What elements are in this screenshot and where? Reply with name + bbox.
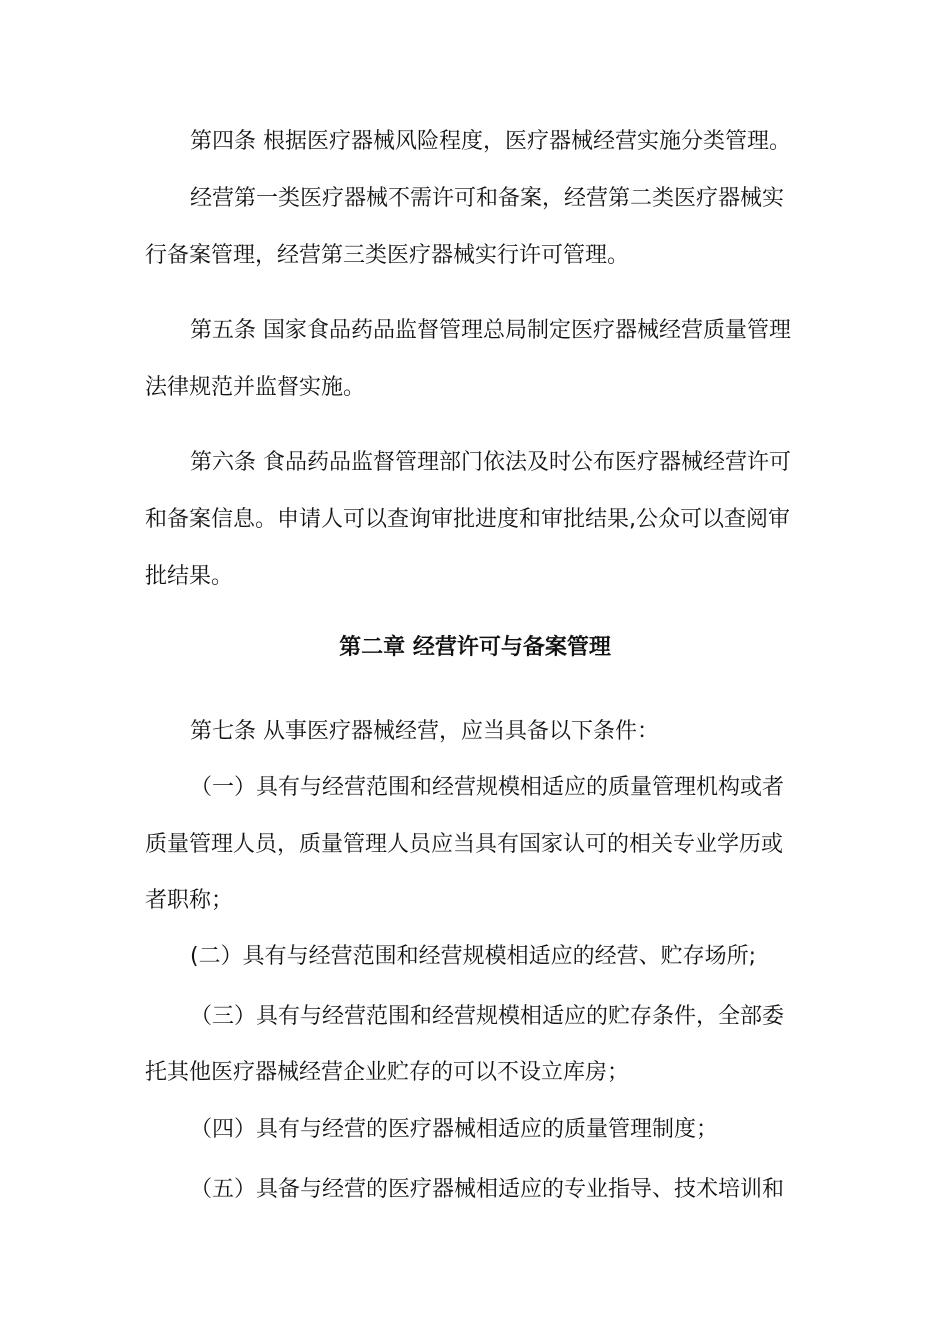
- article-7-item-1-line-2: 质量管理人员，质量管理人员应当具有国家认可的相关专业学历或: [145, 832, 784, 857]
- article-7-item-1-line-3: 者职称；: [145, 888, 234, 913]
- article-4-line-1: 第四条 根据医疗器械风险程度，医疗器械经营实施分类管理。: [190, 129, 791, 154]
- article-7-item-5-line-1: （五）具备与经营的医疗器械相适应的专业指导、技术培训和: [190, 1177, 785, 1202]
- article-5-line-1: 第五条 国家食品药品监督管理总局制定医疗器械经营质量管理: [190, 318, 791, 343]
- article-6-line-1: 第六条 食品药品监督管理部门依法及时公布医疗器械经营许可: [190, 450, 791, 475]
- chapter-2-heading: 第二章 经营许可与备案管理: [339, 635, 611, 660]
- article-6-line-3: 批结果。: [145, 564, 234, 589]
- article-6-line-2: 和备案信息。申请人可以查询审批进度和审批结果,公众可以查阅审: [145, 507, 790, 532]
- article-7-line-1: 第七条 从事医疗器械经营，应当具备以下条件：: [190, 719, 659, 744]
- article-4-line-2: 经营第一类医疗器械不需许可和备案，经营第二类医疗器械实: [190, 186, 785, 211]
- article-7-item-3-line-1: （三）具有与经营范围和经营规模相适应的贮存条件，全部委: [190, 1004, 785, 1029]
- article-4-line-3: 行备案管理，经营第三类医疗器械实行许可管理。: [145, 243, 630, 268]
- article-5-line-2: 法律规范并监督实施。: [145, 375, 366, 400]
- article-7-item-2: (二）具有与经营范围和经营规模相适应的经营、贮存场所;: [190, 944, 756, 969]
- article-7-item-4: （四）具有与经营的医疗器械相适应的质量管理制度；: [190, 1117, 719, 1142]
- article-7-item-3-line-2: 托其他医疗器械经营企业贮存的可以不设立库房；: [145, 1060, 630, 1085]
- article-7-item-1-line-1: （一）具有与经营范围和经营规模相适应的质量管理机构或者: [190, 775, 785, 800]
